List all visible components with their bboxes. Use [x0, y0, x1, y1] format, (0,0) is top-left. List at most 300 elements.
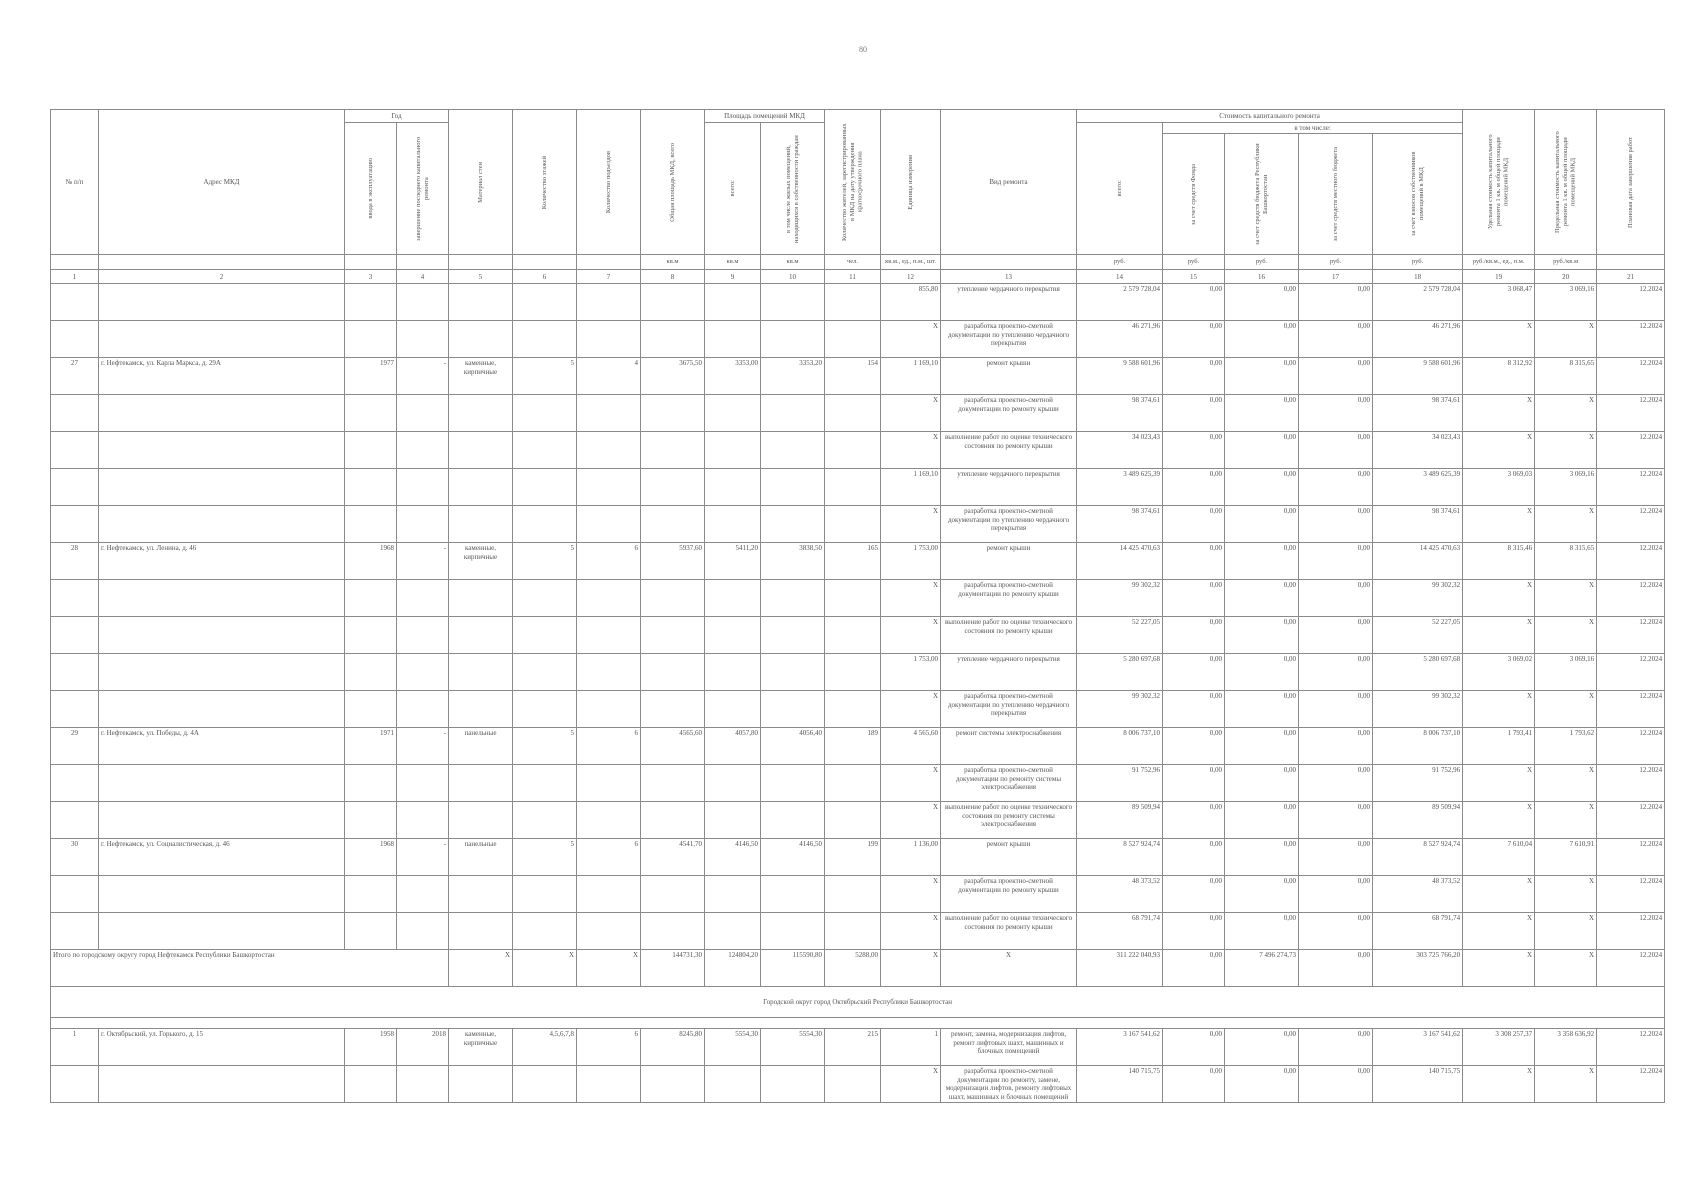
cell-tot: 89 509,94: [1077, 802, 1163, 839]
header-floors: Количество этажей: [540, 155, 548, 209]
cell-dt: 12.2024: [1597, 432, 1665, 469]
cell-own: 48 373,52: [1373, 876, 1463, 913]
cell-lb: 0,00: [1299, 1029, 1373, 1066]
cell-work: разработка проектно-сметной документации по утеплению чердачного перекрытия: [941, 321, 1077, 358]
cell-own: 99 302,32: [1373, 580, 1463, 617]
cell-y1: [345, 617, 397, 654]
cell-y1: [345, 580, 397, 617]
cell-own: 89 509,94: [1373, 802, 1463, 839]
cell-mc: Х: [1535, 395, 1597, 432]
cell-f: 0,00: [1163, 913, 1225, 950]
units-row: [51, 255, 1665, 270]
cell-rb: 0,00: [1225, 358, 1299, 395]
cell-lb: 0,00: [1299, 469, 1373, 506]
column-number: 2: [99, 270, 345, 284]
cell-res: 165: [825, 543, 881, 580]
cell-rb: 0,00: [1225, 765, 1299, 802]
cell-rb: 0,00: [1225, 802, 1299, 839]
cell-no: 1: [51, 1029, 99, 1066]
cell-res: [825, 765, 881, 802]
column-number: 8: [641, 270, 705, 284]
cell-y1: 1968: [345, 839, 397, 876]
cell-tot: 99 302,32: [1077, 691, 1163, 728]
cell-ta: 8245,80: [641, 1029, 705, 1066]
cell-pr: [761, 469, 825, 506]
header-no: № п/п: [51, 110, 99, 255]
cell-pt: [705, 580, 761, 617]
cell-uc: 7 610,04: [1463, 839, 1535, 876]
cell-qty: 4 565,60: [881, 728, 941, 765]
cell-uc: 3 069,02: [1463, 654, 1535, 691]
cell-addr: г. Нефтекамск, ул. Карла Маркса, д. 29А: [99, 358, 345, 395]
cell-tot: 8 006 737,10: [1077, 728, 1163, 765]
cell-pr: [761, 580, 825, 617]
cell-own: 3 489 625,39: [1373, 469, 1463, 506]
unit-cell: руб.: [1373, 255, 1463, 270]
cell-res: [825, 1066, 881, 1103]
cell-res: [825, 617, 881, 654]
header-residents: Количество жителей, зарегистрированных в МКД на дату утверждения краткосрочного плана: [840, 123, 864, 241]
cell-rb: 0,00: [1225, 432, 1299, 469]
cell-no: [51, 506, 99, 543]
cell-own: 46 271,96: [1373, 321, 1463, 358]
cell-uc: Х: [1463, 506, 1535, 543]
header-total-area: Общая площадь МКД, всего: [668, 142, 676, 222]
column-number: 19: [1463, 270, 1535, 284]
cell-tot: 140 715,75: [1077, 1066, 1163, 1103]
cell-lb: 0,00: [1299, 432, 1373, 469]
cell-qty: 1 753,00: [881, 543, 941, 580]
cell-res: [825, 506, 881, 543]
cell-res: [825, 913, 881, 950]
cell-ta: [641, 469, 705, 506]
cell-pr: 3353,20: [761, 358, 825, 395]
total-cell: Х: [1463, 950, 1535, 987]
cell-tot: 68 791,74: [1077, 913, 1163, 950]
column-number: 4: [397, 270, 449, 284]
cell-no: 27: [51, 358, 99, 395]
table-row: [51, 284, 1665, 321]
cell-rb: 0,00: [1225, 543, 1299, 580]
cell-pr: [761, 913, 825, 950]
cell-dt: 12.2024: [1597, 1066, 1665, 1103]
cell-own: 52 227,05: [1373, 617, 1463, 654]
total-label: Итого по городскому округу город Нефтекамск Республики Башкортостан: [51, 950, 449, 987]
cell-uc: Х: [1463, 432, 1535, 469]
cell-res: 215: [825, 1029, 881, 1066]
cell-res: [825, 321, 881, 358]
table-row: [51, 580, 1665, 617]
cell-tot: 9 588 601,96: [1077, 358, 1163, 395]
cell-work: разработка проектно-сметной документации по ремонту, замене, модернизации лифтов, ремонту лифтовых шахт, машинных и блочных помещений: [941, 1066, 1077, 1103]
cell-mat: [449, 432, 513, 469]
cell-y1: [345, 691, 397, 728]
cell-no: [51, 395, 99, 432]
cell-own: 98 374,61: [1373, 506, 1463, 543]
cell-uc: Х: [1463, 395, 1535, 432]
cell-f: 0,00: [1163, 617, 1225, 654]
cell-pt: 3353,00: [705, 358, 761, 395]
cell-no: [51, 802, 99, 839]
cell-res: [825, 395, 881, 432]
cell-mat: [449, 321, 513, 358]
cell-mat: [449, 654, 513, 691]
column-number: 6: [513, 270, 577, 284]
column-number: 11: [825, 270, 881, 284]
header-cost-fund: за счет средств Фонда: [1189, 163, 1197, 225]
cell-rb: 0,00: [1225, 395, 1299, 432]
cell-mat: [449, 284, 513, 321]
cell-own: 9 588 601,96: [1373, 358, 1463, 395]
cell-work: ремонт крыши: [941, 839, 1077, 876]
cell-fl: [513, 1066, 577, 1103]
cell-y2: [397, 876, 449, 913]
cell-fl: 5: [513, 358, 577, 395]
cell-res: 199: [825, 839, 881, 876]
table-row: [51, 691, 1665, 728]
cell-no: 29: [51, 728, 99, 765]
header-cost-republic: за счет средств бюджета Республики Башкортостан: [1253, 143, 1269, 246]
cell-qty: Х: [881, 691, 941, 728]
cell-ta: 3675,50: [641, 358, 705, 395]
cell-addr: [99, 691, 345, 728]
cell-qty: Х: [881, 876, 941, 913]
cell-rb: 0,00: [1225, 617, 1299, 654]
cell-y2: [397, 913, 449, 950]
cell-f: 0,00: [1163, 543, 1225, 580]
cell-f: 0,00: [1163, 654, 1225, 691]
cell-work: разработка проектно-сметной документации по ремонту системы электроснабжения: [941, 765, 1077, 802]
cell-no: [51, 432, 99, 469]
unit-cell: кв.м., ед., п.м., шт.: [881, 255, 941, 270]
cell-ta: [641, 876, 705, 913]
cell-y1: 1968: [345, 543, 397, 580]
cell-work: разработка проектно-сметной документации по ремонту крыши: [941, 876, 1077, 913]
cell-uc: 8 315,46: [1463, 543, 1535, 580]
cell-y1: 1971: [345, 728, 397, 765]
cell-no: [51, 654, 99, 691]
unit-cell: руб.: [1225, 255, 1299, 270]
table-row: [51, 321, 1665, 358]
cell-mc: Х: [1535, 321, 1597, 358]
cell-mc: 8 315,65: [1535, 358, 1597, 395]
cell-rb: 0,00: [1225, 876, 1299, 913]
table-row: [51, 802, 1665, 839]
cell-pr: [761, 432, 825, 469]
cell-addr: г. Нефтекамск, ул. Победы, д. 4А: [99, 728, 345, 765]
cell-own: 91 752,96: [1373, 765, 1463, 802]
cell-dt: 12.2024: [1597, 728, 1665, 765]
table-row: [51, 1066, 1665, 1103]
cell-ta: [641, 654, 705, 691]
cell-mat: панельные: [449, 728, 513, 765]
cell-en: 6: [577, 839, 641, 876]
unit-cell: кв.м: [761, 255, 825, 270]
cell-fl: [513, 691, 577, 728]
cell-addr: г. Нефтекамск, ул. Ленина, д. 46: [99, 543, 345, 580]
table-row: [51, 765, 1665, 802]
cell-res: [825, 284, 881, 321]
cell-own: 8 527 924,74: [1373, 839, 1463, 876]
cell-y2: [397, 321, 449, 358]
cell-en: [577, 1066, 641, 1103]
cell-addr: [99, 506, 345, 543]
cell-tot: 91 752,96: [1077, 765, 1163, 802]
cell-en: [577, 395, 641, 432]
cell-ta: [641, 691, 705, 728]
column-number: 7: [577, 270, 641, 284]
cell-mat: [449, 395, 513, 432]
cell-rb: 0,00: [1225, 913, 1299, 950]
cell-y1: [345, 284, 397, 321]
cell-mat: [449, 1066, 513, 1103]
cell-res: [825, 469, 881, 506]
cell-en: 4: [577, 358, 641, 395]
header-premises: Площадь помещений МКД: [705, 110, 825, 123]
cell-work: выполнение работ по оценке технического состояния по ремонту системы электроснабжения: [941, 802, 1077, 839]
table-row: [51, 506, 1665, 543]
cell-addr: [99, 321, 345, 358]
total-cell: Х: [881, 950, 941, 987]
cell-lb: 0,00: [1299, 543, 1373, 580]
cell-uc: Х: [1463, 691, 1535, 728]
cell-uc: Х: [1463, 802, 1535, 839]
cell-qty: 1 753,00: [881, 654, 941, 691]
cell-uc: Х: [1463, 617, 1535, 654]
column-number: 12: [881, 270, 941, 284]
cell-y2: [397, 395, 449, 432]
cell-dt: 12.2024: [1597, 654, 1665, 691]
cell-addr: [99, 802, 345, 839]
cell-f: 0,00: [1163, 580, 1225, 617]
cell-qty: Х: [881, 802, 941, 839]
cell-en: [577, 580, 641, 617]
cell-mc: Х: [1535, 691, 1597, 728]
cell-mc: 3 069,16: [1535, 469, 1597, 506]
cell-tot: 34 023,43: [1077, 432, 1163, 469]
cell-mc: Х: [1535, 506, 1597, 543]
cell-y2: [397, 284, 449, 321]
cell-pt: [705, 802, 761, 839]
cell-fl: [513, 654, 577, 691]
cell-tot: 46 271,96: [1077, 321, 1163, 358]
cell-lb: 0,00: [1299, 765, 1373, 802]
cell-mat: каменные, кирпичные: [449, 543, 513, 580]
cell-y1: [345, 395, 397, 432]
unit-cell: руб./кв.м: [1535, 255, 1597, 270]
cell-uc: 3 069,03: [1463, 469, 1535, 506]
cell-ta: 5937,60: [641, 543, 705, 580]
cell-rb: 0,00: [1225, 469, 1299, 506]
total-cell: Х: [941, 950, 1077, 987]
cell-rb: 0,00: [1225, 839, 1299, 876]
cell-res: [825, 580, 881, 617]
cell-mc: 7 610,91: [1535, 839, 1597, 876]
page-number: 80: [859, 45, 867, 54]
repair-plan-table: [50, 109, 1665, 1103]
table-row: [51, 432, 1665, 469]
cell-y2: [397, 691, 449, 728]
cell-f: 0,00: [1163, 1029, 1225, 1066]
cell-y2: [397, 802, 449, 839]
cell-pr: [761, 321, 825, 358]
cell-y2: [397, 765, 449, 802]
cell-y2: [397, 506, 449, 543]
column-number: 18: [1373, 270, 1463, 284]
cell-ta: [641, 395, 705, 432]
cell-dt: 12.2024: [1597, 506, 1665, 543]
cell-mc: 1 793,62: [1535, 728, 1597, 765]
header-premises-residential: в том числе жилых помещений, находящихся в собственности граждан: [784, 134, 800, 243]
header-max-cost: Предельная стоимость капитального ремонта 1 кв. м общей площади помещений МКД: [1553, 131, 1577, 234]
cell-pr: [761, 617, 825, 654]
cell-y2: -: [397, 839, 449, 876]
cell-en: [577, 913, 641, 950]
table-body-oktyabrsky: [51, 1029, 1665, 1103]
cell-pt: [705, 691, 761, 728]
cell-mc: Х: [1535, 432, 1597, 469]
total-cell: 144731,30: [641, 950, 705, 987]
cell-lb: 0,00: [1299, 876, 1373, 913]
cell-own: 140 715,75: [1373, 1066, 1463, 1103]
cell-addr: [99, 765, 345, 802]
cell-tot: 98 374,61: [1077, 506, 1163, 543]
cell-no: 30: [51, 839, 99, 876]
cell-no: [51, 765, 99, 802]
cell-own: 68 791,74: [1373, 913, 1463, 950]
cell-y1: [345, 506, 397, 543]
table-row: [51, 358, 1665, 395]
header-cost-total: всего:: [1115, 180, 1123, 197]
cell-uc: Х: [1463, 913, 1535, 950]
cell-ta: [641, 802, 705, 839]
cell-en: 6: [577, 728, 641, 765]
cell-own: 14 425 470,63: [1373, 543, 1463, 580]
cell-mat: [449, 506, 513, 543]
cell-dt: 12.2024: [1597, 1029, 1665, 1066]
cell-f: 0,00: [1163, 321, 1225, 358]
cell-f: 0,00: [1163, 432, 1225, 469]
cell-dt: 12.2024: [1597, 395, 1665, 432]
cell-tot: 14 425 470,63: [1077, 543, 1163, 580]
cell-fl: [513, 395, 577, 432]
column-number: 10: [761, 270, 825, 284]
section-row: [51, 987, 1665, 1018]
cell-pr: 4146,50: [761, 839, 825, 876]
cell-pt: [705, 506, 761, 543]
cell-y2: -: [397, 728, 449, 765]
cell-fl: 4,5,6,7,8: [513, 1029, 577, 1066]
cell-y2: [397, 580, 449, 617]
cell-pr: [761, 1066, 825, 1103]
cell-mc: 3 069,16: [1535, 654, 1597, 691]
header-entrances: Количество подъездов: [604, 151, 612, 214]
cell-y1: [345, 469, 397, 506]
cell-y2: [397, 654, 449, 691]
cell-f: 0,00: [1163, 802, 1225, 839]
column-number: 16: [1225, 270, 1299, 284]
cell-work: ремонт системы электроснабжения: [941, 728, 1077, 765]
unit-cell: руб.: [1299, 255, 1373, 270]
cell-fl: [513, 432, 577, 469]
cell-fl: [513, 284, 577, 321]
cell-mat: [449, 765, 513, 802]
cell-own: 5 280 697,68: [1373, 654, 1463, 691]
cell-rb: 0,00: [1225, 506, 1299, 543]
cell-uc: Х: [1463, 765, 1535, 802]
cell-addr: [99, 432, 345, 469]
cell-uc: Х: [1463, 1066, 1535, 1103]
cell-f: 0,00: [1163, 691, 1225, 728]
cell-pr: [761, 654, 825, 691]
cell-dt: 12.2024: [1597, 802, 1665, 839]
cell-mc: Х: [1535, 913, 1597, 950]
cell-no: [51, 691, 99, 728]
cell-dt: 12.2024: [1597, 469, 1665, 506]
column-number: 9: [705, 270, 761, 284]
cell-tot: 3 489 625,39: [1077, 469, 1163, 506]
column-number: 17: [1299, 270, 1373, 284]
table-body-neftekamsk: [51, 284, 1665, 950]
cell-work: разработка проектно-сметной документации по ремонту крыши: [941, 580, 1077, 617]
cell-addr: [99, 395, 345, 432]
cell-dt: 12.2024: [1597, 691, 1665, 728]
table-row: [51, 913, 1665, 950]
cell-y1: [345, 802, 397, 839]
cell-lb: 0,00: [1299, 691, 1373, 728]
cell-y1: [345, 432, 397, 469]
column-number: 20: [1535, 270, 1597, 284]
cell-qty: 1 169,10: [881, 358, 941, 395]
cell-mat: [449, 802, 513, 839]
cell-y1: [345, 765, 397, 802]
table-row: [51, 1029, 1665, 1066]
cell-tot: 3 167 541,62: [1077, 1029, 1163, 1066]
table-row: [51, 839, 1665, 876]
cell-uc: 8 312,92: [1463, 358, 1535, 395]
header-year-commission: ввода в эксплуатацию: [366, 158, 374, 219]
cell-rb: 0,00: [1225, 654, 1299, 691]
cell-res: 154: [825, 358, 881, 395]
cell-lb: 0,00: [1299, 617, 1373, 654]
cell-dt: 12.2024: [1597, 765, 1665, 802]
cell-lb: 0,00: [1299, 321, 1373, 358]
cell-addr: г. Октябрьский, ул. Горького, д. 15: [99, 1029, 345, 1066]
cell-y1: [345, 654, 397, 691]
cell-mc: 3 358 636,92: [1535, 1029, 1597, 1066]
cell-y2: [397, 617, 449, 654]
cell-addr: [99, 913, 345, 950]
cell-qty: Х: [881, 321, 941, 358]
cell-own: 3 167 541,62: [1373, 1029, 1463, 1066]
cell-ta: [641, 321, 705, 358]
cell-res: [825, 876, 881, 913]
cell-y1: [345, 1066, 397, 1103]
cell-own: 98 374,61: [1373, 395, 1463, 432]
cell-pr: 4056,40: [761, 728, 825, 765]
cell-f: 0,00: [1163, 728, 1225, 765]
cell-pr: [761, 691, 825, 728]
cell-mat: панельные: [449, 839, 513, 876]
cell-work: ремонт крыши: [941, 543, 1077, 580]
cell-fl: [513, 506, 577, 543]
cell-pr: [761, 284, 825, 321]
cell-y2: -: [397, 543, 449, 580]
cell-en: [577, 654, 641, 691]
cell-lb: 0,00: [1299, 1066, 1373, 1103]
cell-own: 2 579 728,04: [1373, 284, 1463, 321]
cell-en: 6: [577, 1029, 641, 1066]
